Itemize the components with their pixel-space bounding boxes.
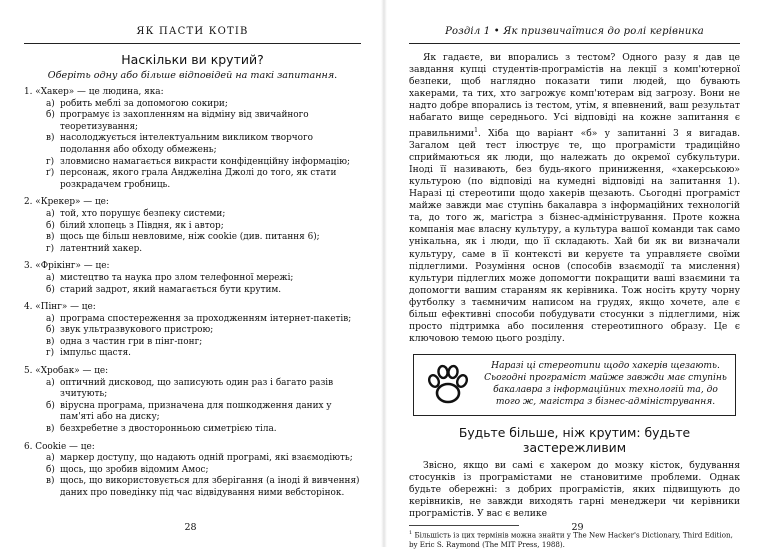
option-text: звук ультразвукового пристрою; [60,325,214,336]
callout-text: Наразі ці стереотипи щодо хакерів щезають. Сьогодні програміст майже завжди має ступінь бакалавра з інформаційних технологій та, до того ж, магістра з бізнес-адміністрування. [484,361,727,407]
option-letter: б) [46,464,55,475]
option-text: одна з частин гри в пінг-понг; [60,336,203,347]
option-text: латентний хакер. [60,243,143,254]
answer-option [24,99,361,111]
option-letter: а) [46,208,55,219]
answer-option [24,401,361,424]
question-text: 6. Cookie — це: [24,441,95,452]
answer-option [24,453,361,465]
answer-option [24,273,361,285]
quiz-title: Наскільки ви крутий? [121,52,264,67]
option-letter: в) [46,336,55,347]
question-text: 3. «Фрікінг» — це: [24,261,110,272]
answer-option [24,348,361,360]
option-text: оптичний дисковод, що записують один раз і багато разів зчитують; [60,377,334,400]
answer-option [24,337,361,349]
option-letter: б) [46,400,55,411]
option-text: щось ще більш невловиме, ніж cookie (див. питання 6); [60,232,320,243]
option-letter: а) [46,377,55,388]
quiz-question [24,442,361,500]
answer-option [24,424,361,436]
answer-option [24,209,361,221]
quiz-question [24,302,361,360]
paragraph-1-text: Як гадаєте, ви впорались з тестом? Одного разу я дав це завдання купці студентів-програмістів на лекції з комп'ютерної безпеки, щоб наглядно показати типи людей, що бувають хакерами, та тих, хто загрожує комп'ютерам від загрозу. Вони не надто добре впорались із тестом, утім, я впевнений, ваш результат набагато вище середнього. Усі відповіді на кожне запитання є правильними [409,52,740,139]
quiz-question [24,261,361,296]
question-text: 4. «Пінг» — це: [24,302,96,313]
option-text: маркер доступу, що надають одній програмі, які взаємодіють; [60,453,353,464]
option-text: імпульс щастя. [60,348,131,359]
paragraph-1-continuation: . Хіба що варіант «б» у запитанні 3 я вигадав. Загалом цей тест ілюструє те, що програмісти традиційно сприймаються як люди, що належать до окремої субкультури. Іноді її називають, без будь-якого приниження, «хакерською» культурою (по відповіді на кумедні відповіді на запитання 1). Наразі ці стереотипи щодо хакерів щезають. Сьогодні програміст майже завжди має ступінь бакалавра з інформаційних технологій та, до того ж, магістра з бізнес-адміністрування. Проте кожна компанія має власну культуру, а культура вашої команди так само унікальна, як і люди, що її складають. Хай би як ви визначали культуру, саме в її контексті ви керуєте та управляєте своїми підлеглими. Розуміння основ (способів взаємодії та мислення) культури підлеглих може допомогти покращити ваші взаємини та допомогти вашим стараням як керівника. Тож носіть круту чорну футболку з таємничим написом на грудях, якщо хочете, але є більш ефективні способи побудувати стосунки з підлеглими, ніж просто підтримка або посилення стереотипного образу. Це є ключовою темою цього розділу. [409,127,740,345]
paw-print-icon [422,363,474,407]
option-text: білий хлопець з Півдня, як і автор; [60,220,224,231]
answer-option [24,168,361,191]
question-text: 5. «Хробак» — це: [24,366,109,377]
option-letter: б) [46,325,55,336]
footnote-mark: 1 [409,529,413,536]
footnote-reference[interactable]: 1 [474,126,478,134]
option-letter: а) [46,98,55,109]
option-letter: а) [46,272,55,283]
option-letter: г) [46,348,55,359]
option-text: робить меблі за допомогою сокири; [60,98,228,109]
option-text: програма спостереження за проходженням інтернет-пакетів; [60,313,352,324]
quiz-questions [24,87,361,500]
option-letter: а) [46,453,55,464]
answer-option [24,133,361,156]
option-text: щось, що зробив відомим Амос; [60,464,209,475]
body-paragraph-2: Звісно, якщо ви самі є хакером до мозку кісток, будування стосунків із програмістами не становитиме проблеми. Однак будьте обережні: з добрих програмістів, яких підвищують до керівників, не завжди виходять гарні менеджери чи керівники програмістів. У вас є велике [409,459,740,519]
right-running-head: Розділ 1 • Як призвичаїтися до ролі керівника [409,26,740,44]
answer-option [24,285,361,297]
question-text: 2. «Крекер» — це: [24,197,109,208]
option-text: вірусна програма, призначена для пошкодження даних у пам'яті або на диску; [60,400,332,423]
section-heading: Будьте більше, ніж крутим: будьте застережливим [458,424,691,455]
quiz-question [24,366,361,436]
quiz-question [24,197,361,255]
body-paragraph-1 [409,52,740,345]
answer-option [24,378,361,401]
answer-option [24,232,361,244]
option-text: старий задрот, який намагається бути крутим. [60,284,282,295]
answer-option [24,476,361,499]
option-letter: б) [46,284,55,295]
option-text: зловмисно намагається викрасти конфіденційну інформацію; [60,156,351,167]
answer-option [24,314,361,326]
answer-option [24,157,361,169]
option-text: той, хто порушує безпеку системи; [60,208,226,219]
option-letter: в) [46,232,55,243]
answer-option [24,221,361,233]
option-letter: в) [46,133,55,144]
answer-option [24,465,361,477]
footnote-text: Більшість із цих термінів можна знайти у The New Hacker's Dictionary, Third Edition, by Eric S. Raymond (The MIT Press, 1988). [409,530,733,549]
quiz-question [24,87,361,191]
option-text: мистецтво та наука про злом телефонної мережі; [60,272,294,283]
question-text: 1. «Хакер» — це людина, яка: [24,87,164,97]
option-text: програмує із захопленням на відміну від звичайного теоретизування; [60,110,309,132]
option-text: насолоджується інтелектуальним викликом творчого подолання або обходу обмежень; [60,133,314,155]
right-page [387,0,768,547]
left-running-head: ЯК ПАСТИ КОТІВ [24,26,361,44]
option-letter: а) [46,313,55,324]
option-letter: в) [46,424,55,435]
option-letter: ґ) [46,168,55,179]
option-letter: в) [46,476,55,487]
option-text: персонаж, якого грала Анджеліна Джолі до того, як стати розкрадачем гробниць. [60,168,337,190]
quiz-subtitle: Оберіть одну або більше відповідей на такі запитання. [47,70,338,81]
right-page-number: 29 [571,522,584,533]
left-page-number: 28 [184,522,197,533]
left-page [0,0,381,547]
answer-option [24,244,361,256]
answer-option [24,110,361,133]
option-letter: г) [46,156,55,167]
option-text: щось, що використовується для зберігання (а іноді й вивчення) даних про поведінку під час відвідування ними вебсторінок. [60,476,360,498]
option-letter: б) [46,220,55,231]
option-letter: б) [46,110,55,121]
callout-box [413,354,736,415]
answer-option [24,325,361,337]
option-text: безхребетне з двосторонньою симетрією тіла. [60,424,277,435]
option-letter: г) [46,243,55,254]
